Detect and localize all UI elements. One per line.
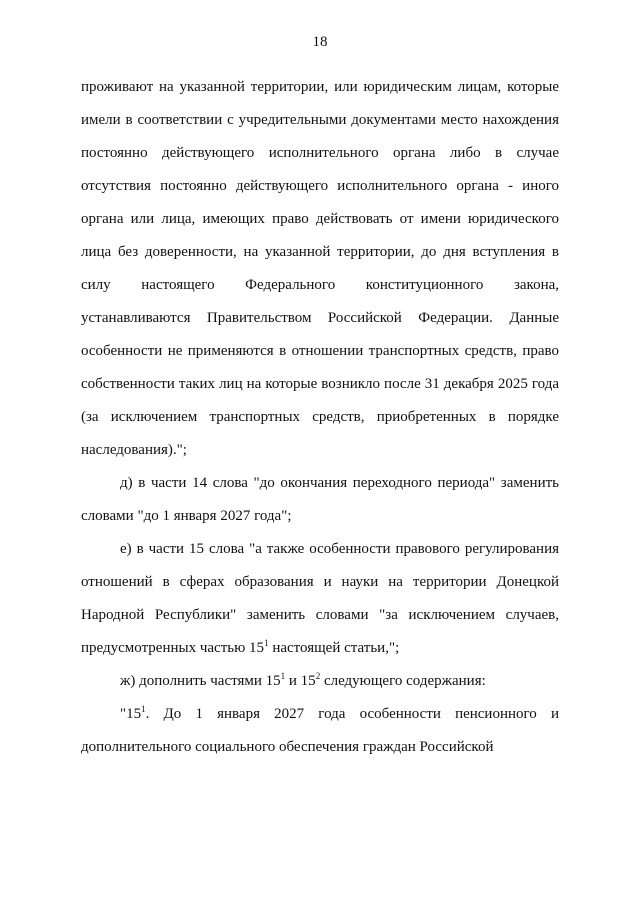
paragraph-part-15-1-text: "15: [120, 706, 142, 722]
paragraph-part-15-1-text-end: . До 1 января 2027 года особенности пенсионного и дополнительного социального обеспечения граждан Российской: [81, 706, 559, 755]
paragraph-continuation: проживают на указанной территории, или юридическим лицам, которые имели в соответствии с учредительными документами место нахождения постоянно действующего исполнительного органа либо в случае отсутствия постоянно действующего исполнительного органа - иного органа или лица, имеющих право действовать от имени юридического лица без доверенности, на указанной территории, до дня вступления в силу настоящего Федерального конституционного закона, устанавливаются Правительством Российской Федерации. Данные особенности не применяются в отношении транспортных средств, право собственности таких лиц на которые возникло после 31 декабря 2025 года (за исключением транспортных средств, приобретенных в порядке наследования).";: [81, 79, 559, 458]
superscript: 1: [264, 638, 269, 648]
paragraph-item-e: [81, 533, 559, 665]
superscript: 1: [280, 671, 286, 681]
page-number: 18: [312, 34, 328, 50]
paragraph-item-zh-text: ж) дополнить частями 15: [120, 673, 281, 689]
document-body: [81, 71, 559, 764]
paragraph-part-15-1: [81, 698, 559, 764]
paragraph-item-e-text: е) в части 15 слова "а также особенности правового регулирования отношений в сферах образования и науки на территории Донецкой Народной Республики" заменить словами "за исключением случаев, предусмотренных частью 15: [81, 541, 559, 656]
paragraph-item-e-text-end: настоящей статьи,";: [268, 640, 400, 656]
superscript: 1: [141, 704, 146, 714]
paragraph-item-d: д) в части 14 слова "до окончания переходного периода" заменить словами "до 1 января 2027 года";: [81, 475, 559, 524]
paragraph-item-zh: [81, 665, 559, 698]
paragraph-item-zh-text-end: следующего содержания:: [320, 673, 486, 689]
superscript: 2: [315, 671, 321, 681]
paragraph-item-zh-text-mid: и 15: [285, 673, 316, 689]
